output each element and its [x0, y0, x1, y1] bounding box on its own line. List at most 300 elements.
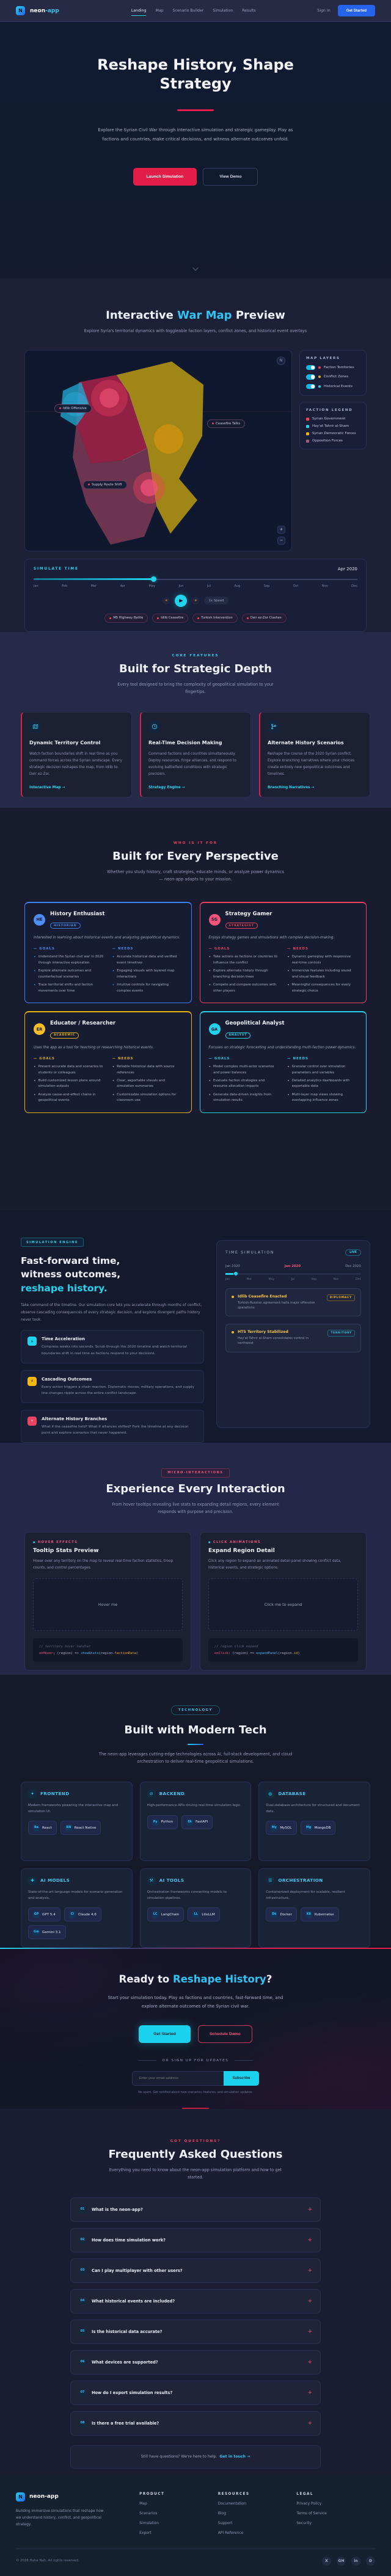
hover-demo-area[interactable]: Hover me — [33, 1578, 183, 1631]
zap-icon: ⚡ — [27, 1377, 37, 1386]
tech-chip-gemini[interactable]: Gm Gemini 3.1 — [28, 1925, 66, 1939]
x-icon[interactable]: X — [322, 2556, 331, 2566]
cta-get-started-button[interactable]: Get Started — [139, 2025, 191, 2043]
tech-card-title: AI TOOLS — [159, 1878, 185, 1884]
time-slider[interactable] — [34, 578, 357, 581]
card-desc: Hover over any territory on the map to reveal real-time faction statistics, troop counts, and control percentages. — [33, 1559, 174, 1570]
faq-question: Can I play multiplayer with other users? — [92, 2268, 183, 2273]
card-tag: ● CLICK ANIMATIONS — [208, 1540, 358, 1544]
event-tag: TERRITORY — [327, 1330, 355, 1337]
code-snippet: // territory hover handler onHover: (region) => showStats(region.factionData) — [33, 1638, 183, 1662]
plus-icon[interactable]: + — [307, 2298, 312, 2304]
nav-scenario-builder[interactable]: Scenario Builder — [172, 8, 204, 13]
faq-item-4[interactable] — [70, 2289, 321, 2313]
persona-card-strategy-gamer[interactable] — [200, 902, 367, 1004]
need-item: • Clear, exportable visuals and simulation summaries — [112, 1078, 183, 1090]
nav-simulation[interactable]: Simulation — [213, 8, 233, 13]
skip-forward-button[interactable]: » — [192, 597, 199, 604]
faq-item-1[interactable] — [70, 2197, 321, 2222]
cta-title: Ready to Reshape History? — [119, 1973, 272, 1985]
card-tag: ● HOVER EFFECTS — [33, 1540, 183, 1544]
tech-desc: The neon-app leverages cutting-edge technologies across AI, full-stack development, and cloud orchestration to deliver real-time geopolitical simulations. — [98, 1751, 293, 1765]
copyright: © 2026 Haha Nah. All rights reserved. — [16, 2559, 79, 2563]
tech-card-desc: Dual-database architecture for structured and document data. — [266, 1803, 360, 1813]
goal-item: • Evaluate faction strategies and resource allocation impacts — [209, 1078, 279, 1090]
tech-card-title: AI MODELS — [40, 1878, 70, 1884]
slider-track — [225, 1274, 361, 1275]
goal-item: • Explore alternate history through branching decision trees — [209, 968, 279, 980]
legend-swatch — [306, 440, 309, 443]
layer-row-conflict — [306, 374, 360, 380]
footer-link-privacy[interactable]: Privacy Policy — [296, 2501, 322, 2506]
faq-number: 01 — [79, 2206, 86, 2213]
month-ticks: Jan Feb Mar Apr May Jun Jul Aug Sep Oct Nov Dec — [34, 584, 357, 588]
conflict-color-dot — [318, 376, 321, 378]
faq-number: 02 — [79, 2237, 86, 2244]
sparkle-icon: ✚ — [28, 1876, 37, 1885]
range-start: Jan 2020 — [225, 1264, 240, 1268]
faq-item-8[interactable] — [70, 2411, 321, 2436]
tech-card-database — [258, 1782, 370, 1861]
chip-abbrev: Cl — [69, 1911, 76, 1918]
need-item: • Multi-layer map views showing overlapping influence zones — [287, 1092, 357, 1104]
tech-divider — [188, 1744, 203, 1745]
faq-question: Is the historical data accurate? — [92, 2329, 163, 2334]
chip-abbrev: Dk — [271, 1911, 277, 1918]
personas-title: Built for Every Perspective — [112, 849, 279, 863]
plus-icon[interactable]: + — [307, 2206, 312, 2213]
feature-title: Real-Time Decision Making — [148, 739, 222, 746]
skip-back-button[interactable]: « — [163, 597, 170, 604]
plus-icon[interactable]: + — [307, 2389, 312, 2396]
brand[interactable] — [30, 8, 59, 14]
tech-chip-react[interactable]: Re React — [28, 1821, 57, 1835]
goal-item: • Model complex multi-actor scenarios and power balances — [209, 1064, 279, 1076]
technology-section — [0, 1675, 391, 1948]
map-title-accent: War Map — [177, 309, 232, 322]
sim-feature-title: Time Acceleration — [42, 1337, 85, 1342]
component-icon: ✦ — [28, 1790, 37, 1798]
tech-card-backend — [140, 1782, 252, 1861]
card-title: Tooltip Stats Preview — [33, 1547, 99, 1554]
faq-eyebrow: GOT QUESTIONS? — [170, 2139, 221, 2143]
faq-question: How do I export simulation results? — [92, 2390, 173, 2395]
fast-forward-icon: » — [27, 1337, 37, 1346]
tech-chip-fastapi[interactable]: FA FastAPI — [181, 1815, 213, 1829]
footer — [0, 2474, 391, 2576]
zoom-in-button[interactable]: + — [277, 526, 285, 534]
layer-label: Historical Events — [324, 384, 353, 388]
persona-name: Educator / Researcher — [50, 1020, 116, 1027]
goal-item: • Generate data-driven insights from simulation results — [209, 1092, 279, 1104]
footer-link-scenarios[interactable]: Scenarios — [139, 2511, 158, 2516]
footer-link-api-reference[interactable]: API Reference — [217, 2530, 244, 2535]
faq-subtitle: Everything you need to know about the neon-app simulation platform and how to get started. — [109, 2167, 282, 2180]
slider-fill — [34, 578, 153, 580]
sim-event-desc: Turkish-Russian agreement halts major offensive operations — [238, 1301, 315, 1310]
avatar: HE — [34, 914, 45, 926]
map-section-title — [24, 309, 367, 322]
faction-legend-panel — [299, 402, 367, 449]
feature-time-acceleration[interactable] — [21, 1330, 204, 1363]
footer-col-resources — [218, 2492, 297, 2535]
nav-map[interactable]: Map — [155, 8, 164, 13]
section-ornament — [182, 2108, 209, 2109]
footer-brand: neon-app — [29, 2494, 59, 2500]
legend-row: Opposition Forces — [306, 439, 360, 443]
chip-abbrev: Py — [152, 1819, 159, 1826]
faq-item-3[interactable] — [70, 2259, 321, 2283]
faq-number: 08 — [79, 2420, 86, 2427]
hero-divider — [177, 109, 214, 111]
tech-chip-react-native[interactable]: RN React Native — [60, 1821, 101, 1835]
persona-badge: HISTORIAN — [50, 923, 81, 929]
event-dot-icon — [197, 617, 199, 619]
database-icon: ◍ — [266, 1790, 274, 1798]
scroll-down-chevron-icon[interactable] — [192, 265, 199, 271]
event-pin-supply-route[interactable]: Supply Route Shift — [83, 481, 127, 489]
feature-card-territory[interactable] — [21, 712, 132, 797]
map-title-post: Preview — [232, 309, 285, 322]
personas-subtitle: Whether you study history, craft strategies, educate minds, or analyze power dynamics — neon-app adapts to your mission. — [107, 869, 284, 882]
footer-link-documentation[interactable]: Documentation — [217, 2501, 247, 2506]
tech-card-ai-models — [21, 1868, 133, 1948]
hero-subtitle: Explore the Syrian Civil War through interactive simulation and strategic gameplay. Play as factions and countries, make critical decisions, and witness alternate outcomes unfold. — [98, 128, 293, 142]
tech-card-title: BACKEND — [159, 1791, 185, 1797]
panel-time-slider[interactable] — [225, 1272, 361, 1275]
click-animations-card — [200, 1532, 367, 1671]
plus-icon[interactable]: + — [307, 2420, 312, 2426]
event-chip[interactable]: M5 Highway Battle — [104, 614, 148, 623]
panel-month-ticks: Jan Mar May Jul Sep Nov Dec — [225, 1277, 361, 1281]
layer-label: Faction Territories — [324, 365, 354, 369]
avatar: SG — [209, 914, 221, 926]
features-title: Built for Strategic Depth — [119, 662, 272, 675]
need-item: • Intuitive controls for navigating complex events — [112, 982, 183, 994]
legend-row: Syrian Democratic Forces — [306, 432, 360, 435]
divider-line — [235, 2060, 253, 2061]
need-item: • Engaging visuals with layered map interactions — [112, 968, 183, 980]
persona-name: Geopolitical Analyst — [225, 1020, 285, 1027]
chip-abbrev: GP — [33, 1911, 40, 1918]
get-in-touch-link[interactable]: Get in touch → — [219, 2454, 250, 2459]
avatar: GA — [209, 1023, 221, 1035]
range-current: Jan 2020 — [284, 1264, 301, 1268]
footer-link-blog[interactable]: Blog — [217, 2511, 227, 2516]
event-dot-icon — [247, 617, 249, 619]
simulation-engine-badge: SIMULATION ENGINE — [21, 1238, 84, 1247]
historical-events-toggle[interactable] — [306, 384, 315, 390]
tech-chip-gpt[interactable]: GP GPT 5.4 — [28, 1907, 60, 1921]
goal-item: • Take actions as factions or countries to influence the conflict — [209, 954, 279, 966]
faq-question: What is the neon-app? — [92, 2207, 143, 2212]
zoom-out-button[interactable]: − — [277, 537, 285, 545]
map-icon — [29, 721, 41, 733]
tech-chip-docker[interactable]: Dk Docker — [266, 1907, 297, 1921]
sim-event-desc: Hay'at Tahrir al-Sham consolidates control in northwest — [238, 1337, 309, 1346]
feature-link[interactable]: Interactive Map → — [29, 785, 65, 789]
needs-label: — NEEDS — [112, 1057, 134, 1061]
needs-label: — NEEDS — [287, 1057, 309, 1061]
sim-feature-title: Cascading Outcomes — [42, 1376, 92, 1382]
clash-zone-orange[interactable] — [154, 424, 183, 454]
linkedin-icon[interactable]: in — [351, 2556, 360, 2566]
sim-event-hts-territory[interactable] — [225, 1324, 361, 1352]
footer-link-export[interactable]: Export — [139, 2530, 152, 2535]
goal-item: • Present accurate data and scenarios to students or colleagues — [34, 1064, 104, 1076]
goal-item: • Build customized lesson plans around simulation outputs — [34, 1078, 104, 1090]
persona-name: Strategy Gamer — [225, 910, 272, 917]
footer-col-title: RESOURCES — [217, 2492, 250, 2496]
range-end: Dec 2020 — [345, 1264, 361, 1268]
click-demo-area[interactable]: Click me to expand — [208, 1578, 358, 1631]
tech-card-title: ORCHESTRATION — [278, 1878, 323, 1884]
server-icon: ⊘ — [147, 1790, 156, 1798]
simulation-desc: Take command of the timeline. Our simulation core lets you accelerate through months of conflict, observe cascading consequences of every strategic decision, and explore divergent paths history never took. — [21, 1303, 202, 1322]
time-simulation-title: TIME SIMULATION — [225, 1250, 275, 1255]
sim-event-title: Idlib Ceasefire Enacted — [238, 1294, 287, 1299]
nav-results[interactable]: Results — [242, 8, 256, 13]
core-features-section — [0, 632, 391, 808]
interactions-title: Experience Every Interaction — [106, 1482, 285, 1495]
footer-link-support[interactable]: Support — [217, 2520, 233, 2525]
personas-section — [0, 808, 391, 1211]
faq-item-5[interactable] — [70, 2320, 321, 2344]
feature-desc: Watch faction boundaries shift in real time as you command forces across the Syrian landscape. Every strategic decision reshapes the map, from Idlib to Deir ez-Zor. — [29, 752, 122, 777]
persona-quote: Focuses on strategic forecasting and understanding multi-faction power dynamics. — [208, 1045, 356, 1050]
event-dot-icon — [232, 1331, 234, 1333]
event-chip[interactable]: Deir ez-Zor Clashes — [242, 614, 287, 623]
micro-interactions-section — [0, 1443, 391, 1675]
tech-card-desc: Orchestration frameworks connecting models to simulation pipelines. — [147, 1890, 227, 1900]
subscribe-button[interactable]: Subscribe — [224, 2071, 258, 2086]
feature-link[interactable]: Strategy Engine → — [148, 785, 185, 789]
brand-suffix: -app — [45, 7, 59, 14]
play-button[interactable]: ▶ — [175, 595, 187, 607]
persona-quote: Enjoys strategy games and simulations with complex decision-making. — [208, 936, 335, 940]
launch-simulation-button[interactable]: Launch Simulation — [133, 168, 197, 186]
pin-dot-icon — [88, 484, 90, 485]
tech-card-desc: High-performance APIs driving real-time simulation logic. — [147, 1803, 241, 1807]
faq-question: What historical events are included? — [92, 2298, 175, 2304]
legend-swatch — [306, 418, 309, 421]
micro-interactions-badge: MICRO-INTERACTIONS — [161, 1468, 229, 1478]
faq-number: 04 — [79, 2298, 86, 2305]
faq-question: What devices are supported? — [92, 2359, 158, 2365]
footer-col-product — [139, 2492, 218, 2535]
event-chip[interactable]: Idlib Ceasefire — [152, 614, 188, 623]
persona-card-analyst[interactable] — [200, 1011, 367, 1113]
chip-abbrev: RN — [65, 1824, 72, 1831]
south-conflict-zone[interactable] — [141, 479, 158, 496]
get-started-button[interactable]: Get Started — [338, 5, 375, 16]
view-demo-button[interactable]: View Demo — [203, 168, 258, 186]
persona-badge: STRATEGIST — [225, 923, 258, 929]
chip-abbrev: Mg — [305, 1824, 312, 1831]
hero-section — [0, 22, 391, 278]
layer-label: Conflict Zones — [324, 375, 349, 379]
footer-col-title: PRODUCT — [139, 2492, 165, 2496]
tech-chip-litellm[interactable]: LL LiteLLM — [188, 1907, 219, 1921]
simulation-title: Fast-forward time, witness outcomes, reshape history. — [21, 1255, 121, 1294]
plus-icon[interactable]: + — [307, 2237, 312, 2243]
layer-row-factions — [306, 365, 360, 371]
goals-label: — GOALS — [208, 947, 230, 951]
tech-chip-claude[interactable]: Cl Claude 4.6 — [64, 1907, 101, 1921]
footer-link-security[interactable]: Security — [296, 2520, 312, 2525]
current-date: Apr 2020 — [337, 566, 357, 571]
tech-chip-mongodb[interactable]: Mg MongoDB — [301, 1821, 336, 1835]
faq-number: 05 — [79, 2328, 86, 2335]
simulate-time-panel — [24, 559, 367, 632]
need-item: • Reliable historical data with source references — [112, 1064, 183, 1076]
technology-badge: TECHNOLOGY — [171, 1705, 220, 1715]
needs-label: — NEEDS — [112, 947, 134, 951]
map-layers-title: MAP LAYERS — [306, 356, 340, 360]
need-item: • Customizable simulation options for classroom use — [112, 1092, 183, 1104]
legend-swatch — [306, 432, 309, 435]
sim-feature-title: Alternate History Branches — [42, 1416, 108, 1421]
tech-chip-mysql[interactable]: My MySQL — [266, 1821, 296, 1835]
goal-item: • Explore alternate outcomes and counterfactual scenarios — [34, 968, 104, 980]
need-item: • Granular control over simulation parameters and variables — [287, 1064, 357, 1076]
feature-card-decisions[interactable] — [140, 712, 251, 797]
legend-row: Syrian Government — [306, 417, 360, 421]
feature-card-scenarios[interactable] — [259, 712, 370, 797]
chip-abbrev: LC — [152, 1911, 159, 1918]
tech-chip-kubernetes[interactable]: K8 Kubernetes — [301, 1907, 339, 1921]
footer-logo-icon: N — [16, 2492, 25, 2502]
feature-link[interactable]: Branching Narratives → — [268, 785, 315, 789]
persona-quote: Interested in learning about historical events and analyzing geopolitical dynamics. — [34, 936, 180, 940]
feature-alternate-branches[interactable] — [21, 1410, 204, 1443]
sim-feature-desc: What if the ceasefire held? What if alliances shifted? Fork the timeline at any decision point and explore scenarios that never happened. — [42, 1424, 189, 1435]
time-simulation-panel — [216, 1240, 370, 1428]
nav-landing[interactable]: Landing — [131, 6, 147, 16]
schedule-demo-button[interactable]: Schedule Demo — [198, 2025, 252, 2043]
sim-event-idlib-ceasefire[interactable] — [225, 1288, 361, 1317]
events-color-dot — [318, 385, 321, 388]
war-map-canvas[interactable] — [24, 350, 292, 551]
conflict-zones-toggle[interactable] — [306, 374, 315, 380]
need-item: • Detailed analytics dashboards with exportable data — [287, 1078, 357, 1090]
plus-icon[interactable]: + — [307, 2328, 312, 2335]
slider-thumb[interactable] — [151, 576, 156, 582]
personas-eyebrow: WHO IS IT FOR — [173, 841, 218, 845]
cta-section — [0, 1949, 391, 2109]
tech-card-ai-tools — [140, 1868, 252, 1948]
persona-card-educator[interactable] — [24, 1011, 192, 1113]
live-badge: LIVE — [345, 1249, 361, 1256]
cta-note: No spam. Get notified about new scenarios, features, and simulation updates. — [138, 2091, 253, 2094]
sim-event-title: HTS Territory Stabilized — [238, 1330, 288, 1335]
conflict-zone[interactable] — [100, 388, 119, 408]
footer-link-map[interactable]: Map — [139, 2501, 147, 2506]
event-dot-icon — [232, 1296, 234, 1298]
persona-name: History Enthusiast — [50, 910, 105, 917]
still-questions-text: Still have questions? We're here to help. — [141, 2454, 217, 2459]
faq-title: Frequently Asked Questions — [108, 2147, 283, 2161]
feature-desc: Reshape the course of the 2020 Syrian conflict. Explore branching narratives where your choices create entirely new geopolitical outcomes and timelines. — [268, 752, 355, 777]
clock-icon — [148, 721, 160, 733]
logo-icon[interactable]: N — [16, 6, 25, 15]
chip-abbrev: My — [271, 1824, 277, 1831]
tech-title: Built with Modern Tech — [124, 1723, 267, 1736]
top-navbar — [0, 0, 391, 22]
tech-card-desc: State-of-the-art language models for scenario generation and analysis. — [28, 1890, 123, 1900]
pin-dot-icon — [212, 423, 214, 424]
speed-badge[interactable]: 1x Speed — [204, 597, 228, 604]
layers-icon: ☰ — [266, 1876, 274, 1885]
email-input[interactable] — [132, 2071, 224, 2086]
feature-title: Alternate History Scenarios — [268, 739, 344, 746]
compass-icon: N — [277, 357, 285, 365]
goal-item: • Analyze cause-and-effect chains in geopolitical events — [34, 1092, 104, 1104]
footer-link-terms[interactable]: Terms of Service — [296, 2511, 327, 2516]
interactions-subtitle: From hover tooltips revealing live stats to expanding detail regions, every element responds with purpose and precision. — [112, 1501, 279, 1515]
event-pin-ceasefire-talks[interactable]: Ceasefire Talks — [207, 419, 245, 428]
goals-label: — GOALS — [208, 1057, 230, 1061]
simulation-engine-section — [0, 1211, 391, 1443]
hero-title: Reshape History, Shape Strategy — [97, 56, 294, 93]
signup-divider-label: OR SIGN UP FOR UPDATES — [162, 2058, 229, 2063]
map-title-pre: Interactive — [106, 309, 178, 322]
faq-item-6[interactable] — [70, 2350, 321, 2375]
chip-abbrev: K8 — [305, 1911, 312, 1918]
hover-effects-card — [24, 1532, 191, 1671]
main-nav — [131, 6, 256, 16]
simulate-time-label: SIMULATE TIME — [34, 567, 79, 571]
discord-icon[interactable]: D — [366, 2556, 375, 2566]
pin-dot-icon — [59, 407, 61, 409]
tech-card-title: FRONTEND — [40, 1791, 70, 1797]
event-pin-idlib-offensive[interactable]: Idlib Offensive — [54, 404, 92, 413]
event-chip[interactable]: Turkish Intervention — [192, 614, 238, 623]
tech-chip-langchain[interactable]: LC LangChain — [147, 1907, 185, 1921]
faq-question: How does time simulation work? — [92, 2237, 166, 2243]
github-icon[interactable]: GH — [337, 2556, 346, 2566]
faq-item-2[interactable] — [70, 2228, 321, 2252]
faq-number: 07 — [79, 2389, 86, 2396]
tech-card-orchestration — [258, 1868, 370, 1948]
chip-abbrev: Gm — [33, 1929, 40, 1936]
legend-swatch — [306, 425, 309, 428]
slider-thumb[interactable] — [233, 1271, 238, 1276]
tech-chip-python[interactable]: Py Python — [147, 1815, 178, 1829]
faq-item-7[interactable] — [70, 2381, 321, 2405]
feature-cascading-outcomes[interactable] — [21, 1370, 204, 1403]
footer-col-title: LEGAL — [296, 2492, 313, 2496]
avatar: ER — [34, 1023, 45, 1035]
faction-color-dot — [318, 366, 321, 369]
faction-territories-toggle[interactable] — [306, 365, 315, 371]
still-questions-card — [70, 2445, 321, 2469]
plus-icon[interactable]: + — [307, 2267, 312, 2274]
plus-icon[interactable]: + — [307, 2359, 312, 2365]
faq-number: 06 — [79, 2359, 86, 2366]
faction-legend-title: FACTION LEGEND — [306, 408, 353, 413]
sign-in-link[interactable]: Sign In — [317, 9, 331, 13]
sim-feature-desc: Compress weeks into seconds. Scrub through the 2020 timeline and watch territorial boundaries shift in real time as factions respond to your decisions. — [42, 1345, 187, 1355]
syria-territory-map — [25, 350, 292, 551]
card-desc: Click any region to expand an animated detail panel showing conflict data, historical events, and strategic options. — [208, 1559, 342, 1570]
footer-link-simulation[interactable]: Simulation — [139, 2520, 159, 2525]
code-snippet: // region click expand onClick: (region) => expandPanel(region.id) — [208, 1638, 358, 1662]
legend-row: Hay'at Tahrir al-Sham — [306, 424, 360, 428]
persona-card-history-enthusiast[interactable] — [24, 902, 192, 1004]
chip-abbrev: Re — [33, 1824, 40, 1831]
tech-card-desc: Modern frameworks powering the interactive map and simulation UI. — [28, 1803, 119, 1813]
